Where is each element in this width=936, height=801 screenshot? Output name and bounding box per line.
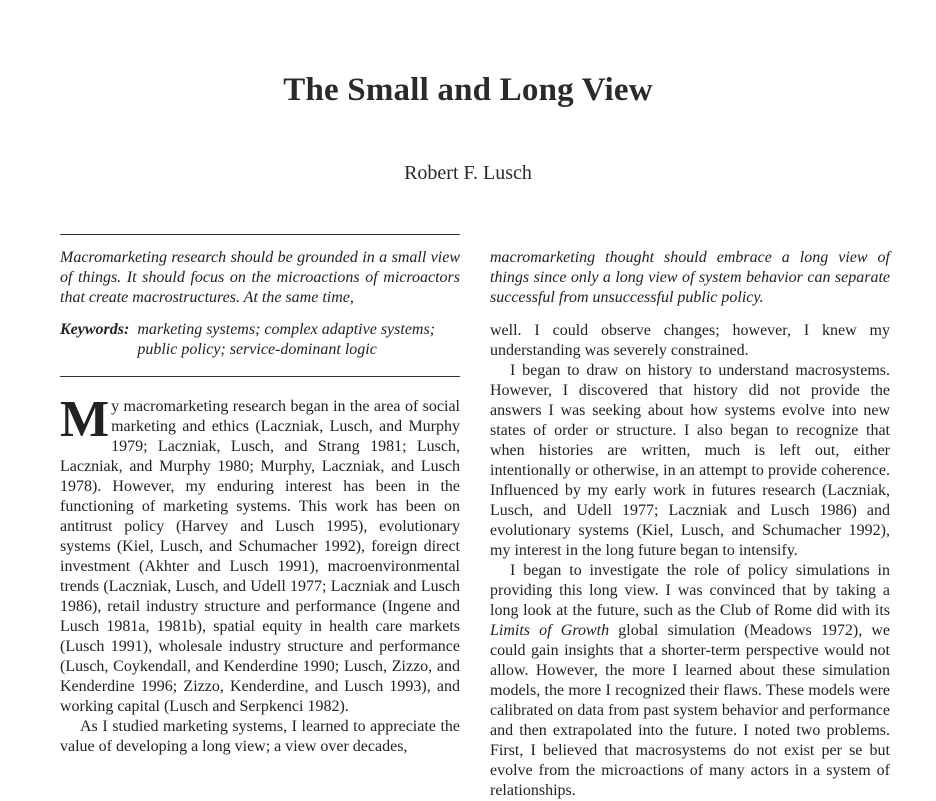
abstract-part-1: Macromarketing research should be grounded in a small view of things. It should focus on the microactions of microactors that create macrostructures. At the same time, <box>60 249 460 306</box>
top-rule <box>60 234 460 235</box>
right-body-column <box>490 321 890 801</box>
paragraph-3: I began to draw on history to understand macrosystems. However, I discovered that history did not provide the answers I was seeking about how systems evolve into new states of order or structure. I also began to recognize that when histories are written, much is left out, either intentionally or otherwise, in an attempt to provide coherence. Influenced by my early work in futures research (Laczniak, Lusch, and Udell 1977; Laczniak and Lusch 1986) and evolutionary systems (Kiel, Lusch, and Schumacher 1992), my interest in the long future began to intensify. <box>490 362 890 559</box>
paragraph-4-text-b: global simulation (Meadows 1972), we could gain insights that a shorter-term perspective would not allow. However, the more I learned about these simulation models, the more I recognized their flaws. These models were calibrated on data from past system behavior and performance and then extrapolated into the future. I noted two problems. First, I believed that macrosystems do not exist per se but evolve from the microactions of many actors in a system of relationships. <box>490 622 891 799</box>
left-body-column <box>60 391 460 757</box>
paragraph-2-continued: well. I could observe changes; however, I knew my understanding was severely constrained. <box>490 322 890 359</box>
paragraph-2: As I studied marketing systems, I learned to appreciate the value of developing a long view; a view over decades, <box>60 718 460 755</box>
book-title-limits-of-growth: Limits of Growth <box>490 622 610 639</box>
keywords-text: marketing systems; complex adaptive systems; public policy; service-dominant logic <box>137 321 436 358</box>
paragraph-1-text: y macromarketing research began in the area of social marketing and ethics (Laczniak, Lusch, and Murphy 1979; Laczniak, Lusch, and Strang 1981; Lusch, Laczniak, and Murphy 1980; Murphy, Laczniak, and Lusch 1978). However, my enduring interest has been in the functioning of marketing systems. This work has been on antitrust policy (Harvey and Lusch 1995), evolutionary systems (Kiel, Lusch, and Schumacher 1992), foreign direct investment (Akhter and Lusch 1991), macroenvironmental trends (Laczniak, Lusch, and Udell 1977; Laczniak and Lusch 1986), retail industry structure and performance (Ingene and Lusch 1981a, 1981b), spatial equity in health care markets (Lusch 1991), wholesale industry structure and performance (Lusch, Coykendall, and Kenderdine 1990; Lusch, Zizzo, and Kenderdine 1996; Zizzo, Kenderdine, and Lusch 1993), and working capital (Lusch and Serpkenci 1982). <box>60 398 460 715</box>
author-name: Robert F. Lusch <box>404 162 532 184</box>
paragraph-4 <box>490 561 890 801</box>
keywords <box>60 320 460 360</box>
paragraph-4-text-a: I began to investigate the role of policy simulations in providing this long view. I was convinced that by taking a long look at the future, such as the Club of Rome did with its <box>490 562 890 619</box>
right-abstract-block <box>490 248 890 308</box>
bottom-rule <box>60 376 460 377</box>
keywords-label: Keywords: <box>60 321 130 338</box>
drop-cap: M <box>60 391 110 448</box>
paragraph-1 <box>60 391 460 717</box>
paper-title: The Small and Long View <box>283 72 653 108</box>
abstract-part-2: macromarketing thought should embrace a long view of things since only a long view of system behavior can separate successful from unsuccessful public policy. <box>490 249 890 306</box>
left-abstract-block <box>60 248 460 360</box>
